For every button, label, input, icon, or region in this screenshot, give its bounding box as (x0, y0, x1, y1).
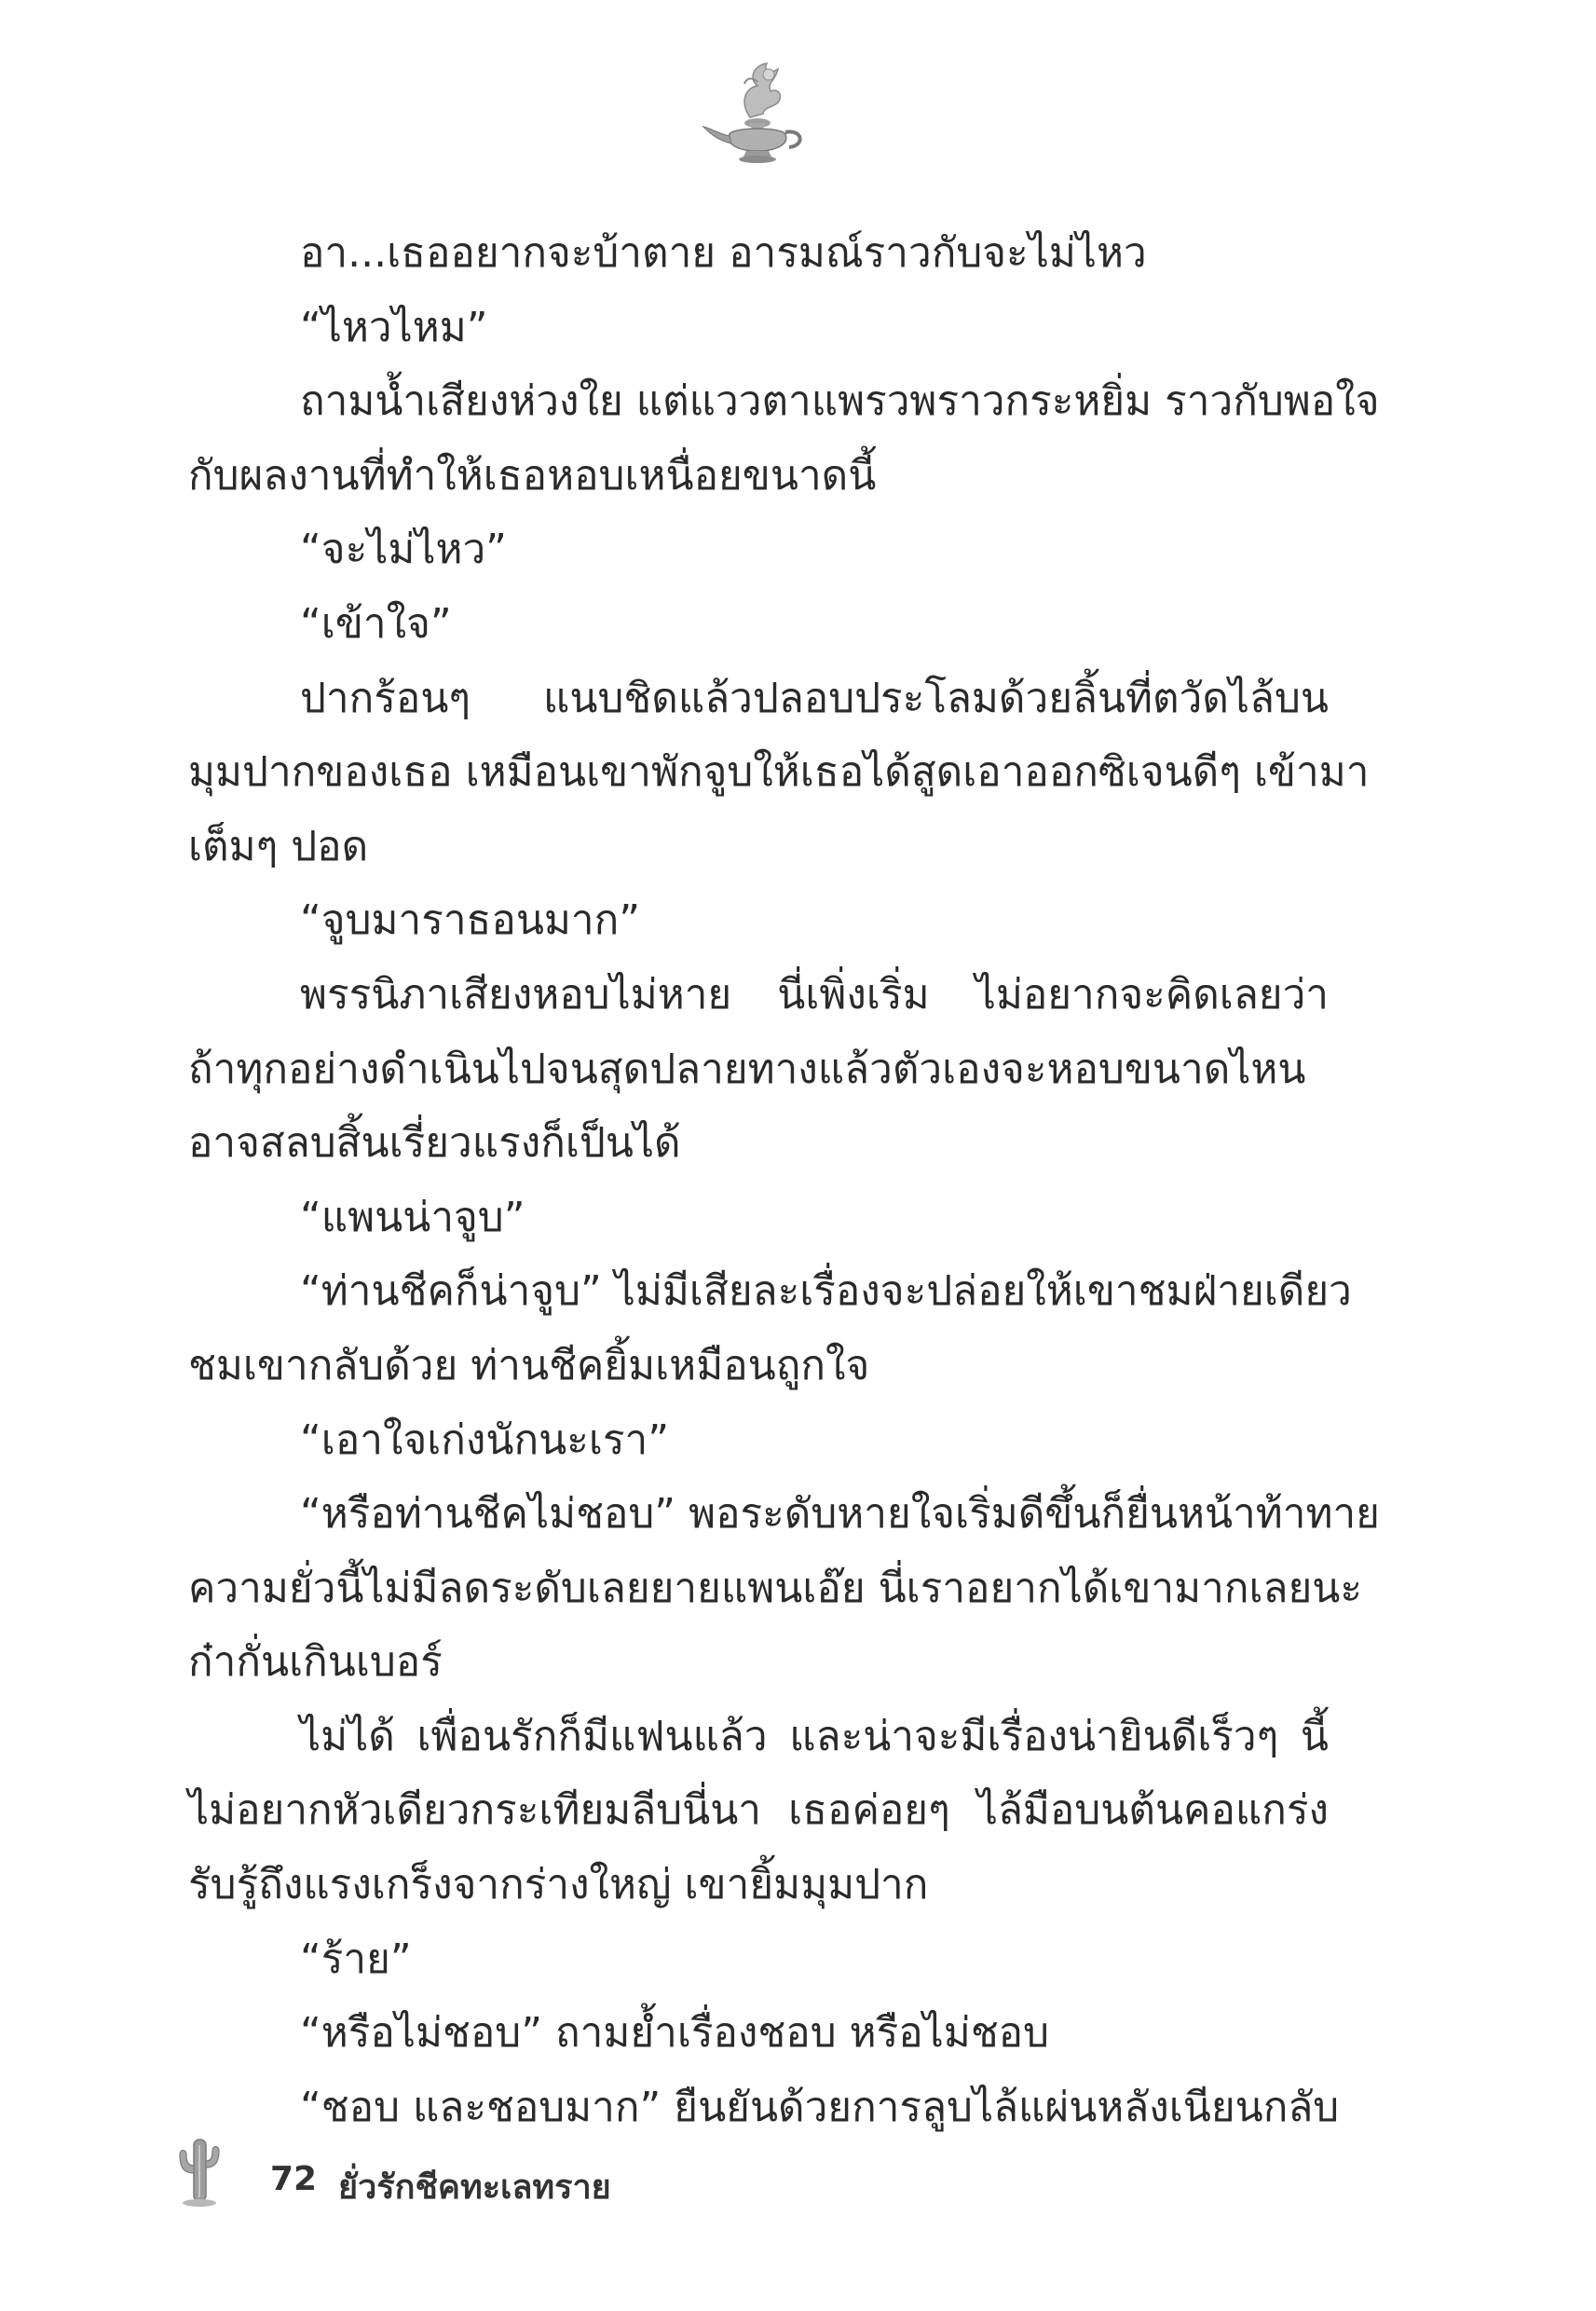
paragraph-line: รับรู้ถึงแรงเกร็งจากร่างใหญ่ เขายิ้มมุมปาก (188, 1861, 929, 1909)
paragraph-line: ถามน้ำเสียงห่วงใย แต่แววตาแพรวพราวกระหยิ่ม ราวกับพอใจ (300, 377, 1380, 426)
dialogue-line: “ร้าย” (300, 1935, 412, 1983)
paragraph-line: เต็มๆ ปอด (188, 822, 369, 870)
genie-lamp-icon (692, 54, 823, 185)
paragraph-line: ไม่ได้ เพื่อนรักก็มีแฟนแล้ว และน่าจะมีเรื่องน่ายินดีเร็วๆ นี้ (300, 1712, 1329, 1760)
dialogue-line: “จะไม่ไหว” (300, 526, 507, 574)
dialogue-line: “เข้าใจ” (300, 599, 452, 648)
cactus-icon (172, 2134, 226, 2208)
page-number: 72 (270, 2160, 318, 2198)
chapter-text (188, 216, 1380, 2144)
paragraph-line: “หรือท่านชีคไม่ชอบ” พอระดับหายใจเริ่มดีขึ้นก็ยื่นหน้าท้าทาย (300, 1490, 1380, 1538)
paragraph-line: ไม่อยากหัวเดียวกระเทียมลีบนี่นา เธอค่อยๆ ไล้มือบนต้นคอแกร่ง (188, 1786, 1329, 1835)
paragraph-line: ชมเขากลับด้วย ท่านชีคยิ้มเหมือนถูกใจ (188, 1341, 870, 1389)
paragraph-line: อา...เธออยากจะบ้าตาย อารมณ์ราวกับจะไม่ไหว (300, 229, 1147, 277)
paragraph-line: กับผลงานที่ทำให้เธอหอบเหนื่อยขนาดนี้ (188, 451, 877, 499)
book-title: ยั่วรักชีคทะเลทราย (338, 2168, 611, 2207)
paragraph-line: “ท่านชีคก็น่าจูบ” ไม่มีเสียละเรื่องจะปล่อยให้เขาชมฝ่ายเดียว (300, 1267, 1352, 1316)
dialogue-line: “แพนน่าจูบ” (300, 1193, 525, 1241)
paragraph-line: ปากร้อนๆ แนบชิดแล้วปลอบประโลมด้วยลิ้นที่ตวัดไล้บน (300, 674, 1329, 722)
paragraph-line: ถ้าทุกอย่างดำเนินไปจนสุดปลายทางแล้วตัวเองจะหอบขนาดไหน (188, 1045, 1306, 1093)
paragraph-line: ก๋ากั่นเกินเบอร์ (188, 1638, 443, 1687)
dialogue-line: “ไหวไหม” (300, 303, 488, 351)
paragraph-line: “ชอบ และชอบมาก” ยืนยันด้วยการลูบไล้แผ่นหลังเนียนกลับ (300, 2083, 1340, 2131)
paragraph-line: พรรนิภาเสียงหอบไม่หาย นี่เพิ่งเริ่ม ไม่อยากจะคิดเลยว่า (300, 970, 1329, 1019)
dialogue-line: “จูบมาราธอนมาก” (300, 896, 641, 945)
paragraph-line: มุมปากของเธอ เหมือนเขาพักจูบให้เธอได้สูดเอาออกซิเจนดีๆ เข้ามา (188, 748, 1370, 797)
paragraph-line: “หรือไม่ชอบ” ถามย้ำเรื่องชอบ หรือไม่ชอบ (300, 2009, 1050, 2058)
dialogue-line: “เอาใจเก่งนักนะเรา” (300, 1415, 669, 1464)
paragraph-line: ความยั่วนี้ไม่มีลดระดับเลยยายแพนเอ๊ย นี่เราอยากได้เขามากเลยนะ (188, 1564, 1362, 1612)
paragraph-line: อาจสลบสิ้นเรี่ยวแรงก็เป็นได้ (188, 1119, 681, 1168)
page-footer (172, 2134, 825, 2218)
